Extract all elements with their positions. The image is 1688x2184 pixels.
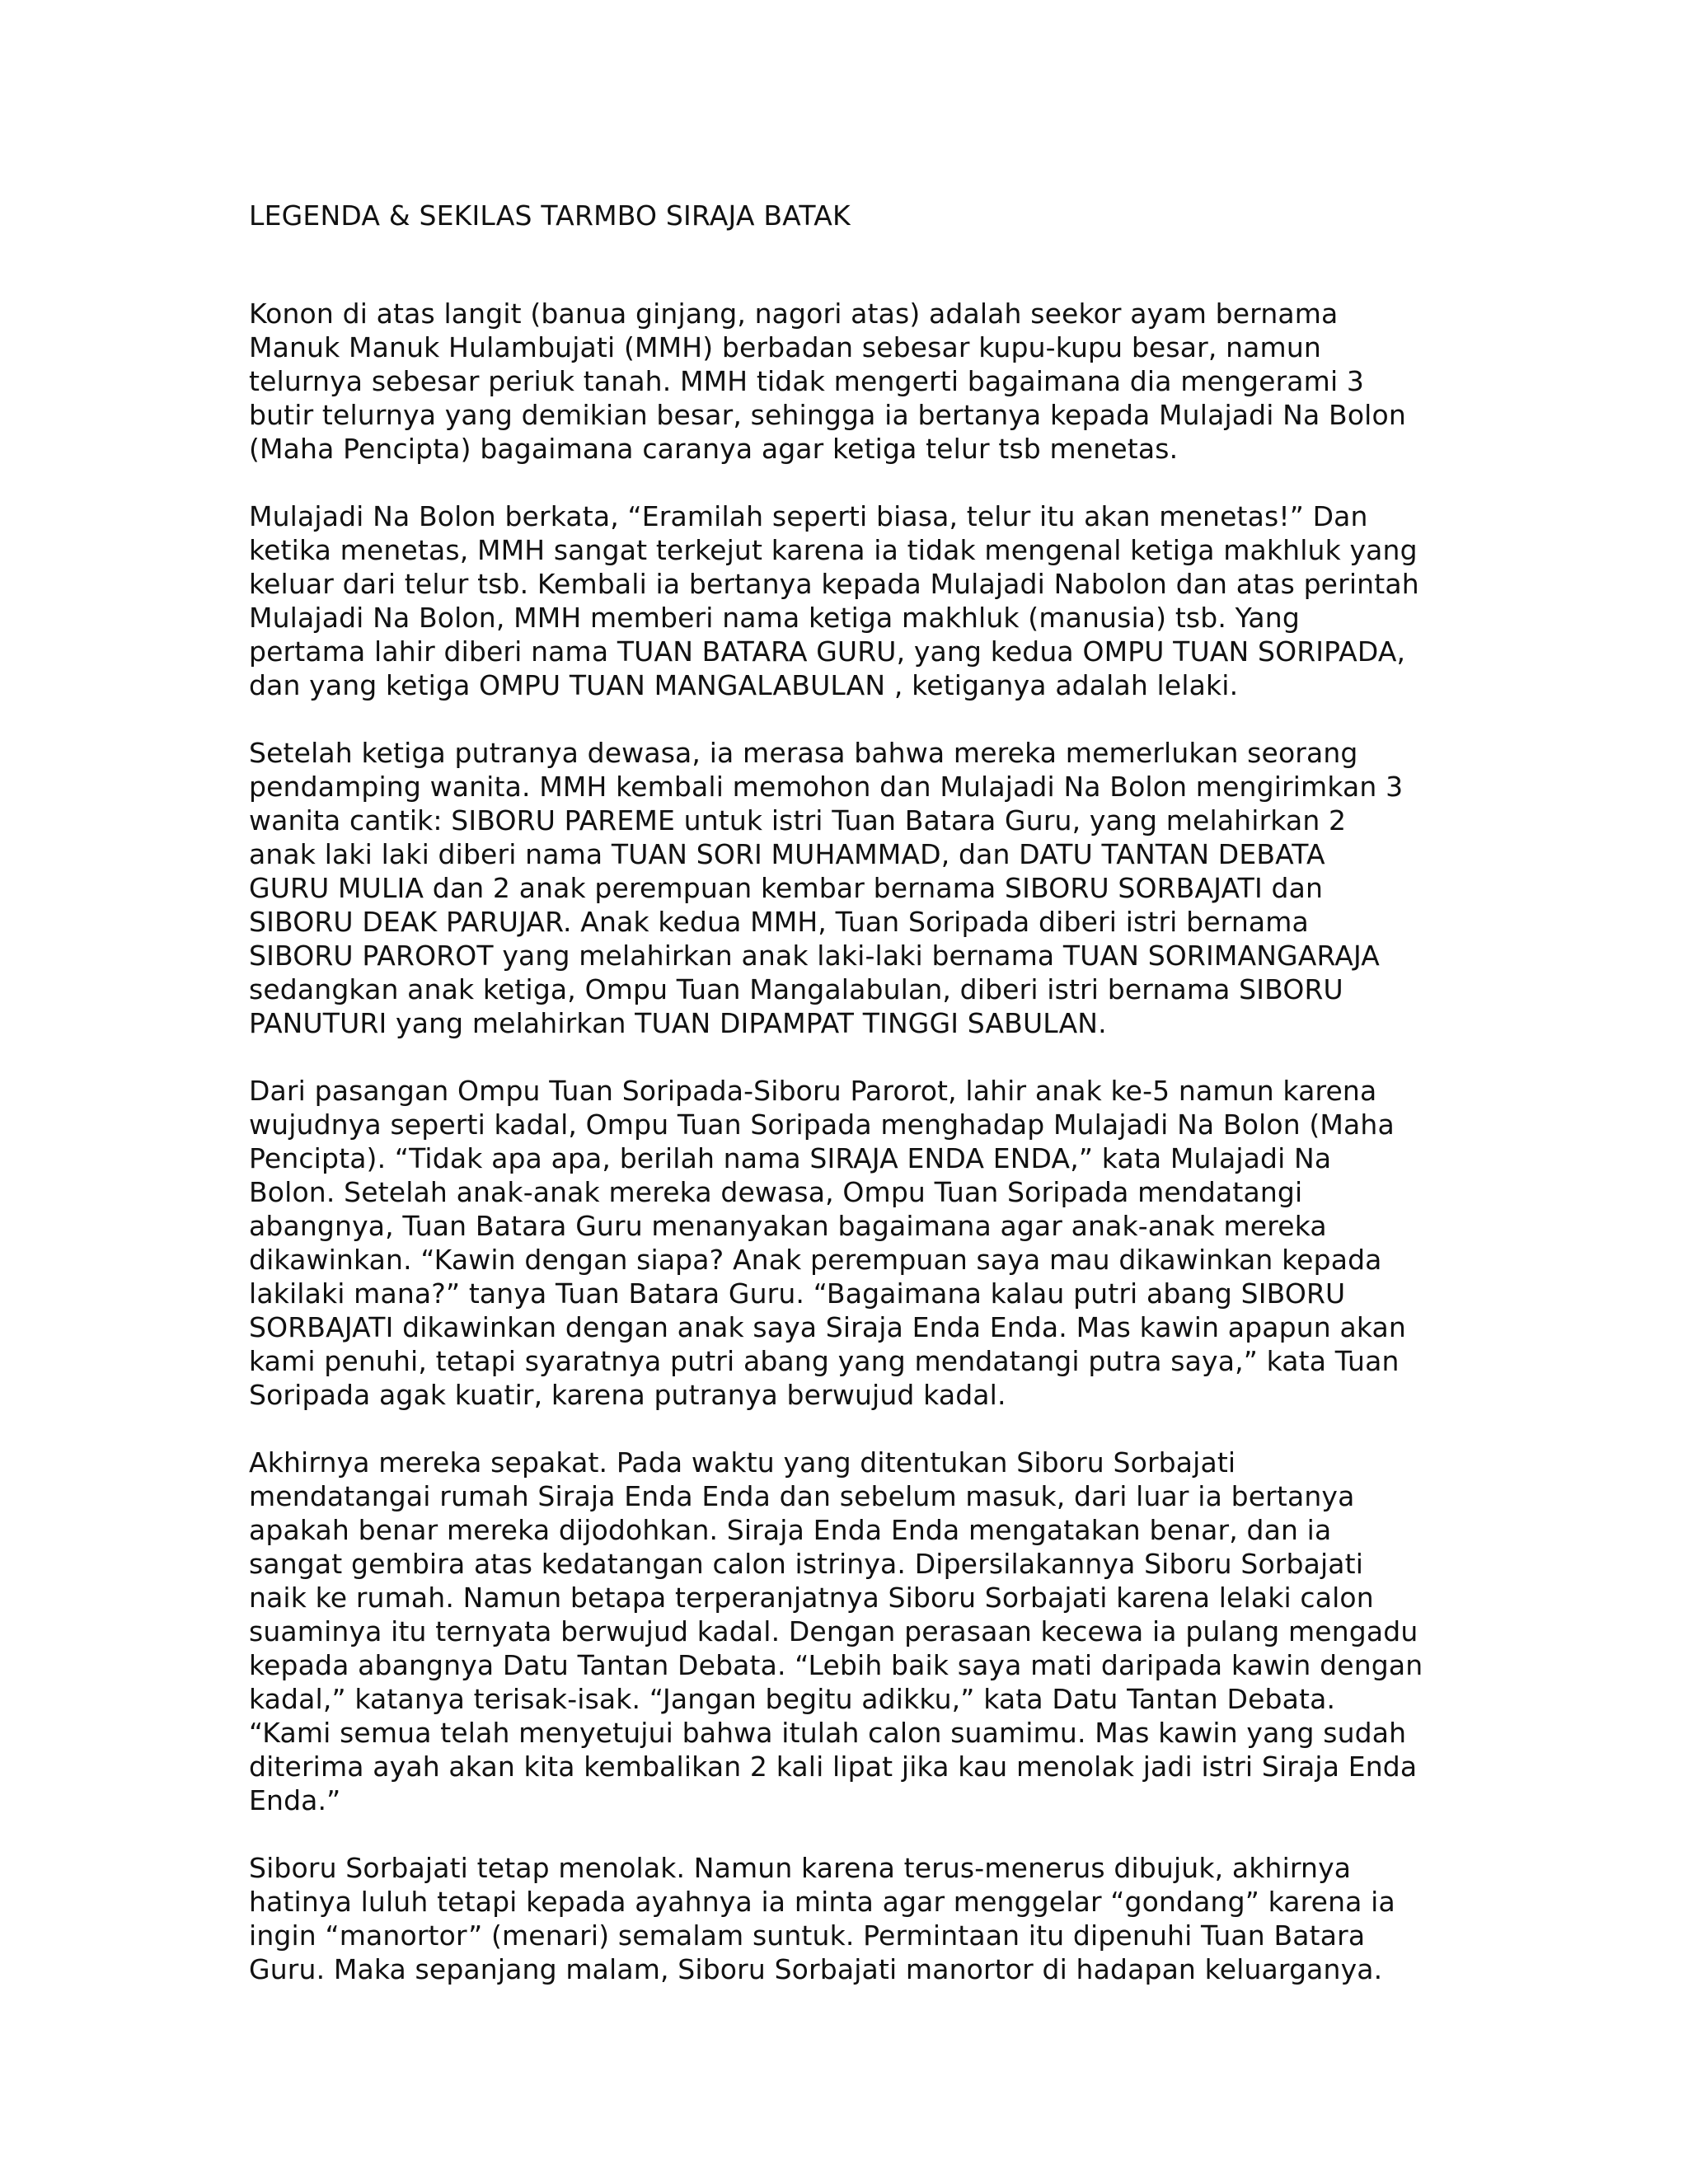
- text-line: sangat gembira atas kedatangan calon istrinya. Dipersilakannya Siboru Sorbajati: [249, 1548, 1364, 1580]
- text-line: pertama lahir diberi nama TUAN BATARA GURU, yang kedua OMPU TUAN SORIPADA,: [249, 635, 1406, 668]
- text-line: kepada abangnya Datu Tantan Debata. “Lebih baik saya mati daripada kawin dengan: [249, 1649, 1423, 1681]
- text-line: keluar dari telur tsb. Kembali ia bertanya kepada Mulajadi Nabolon dan atas perintah: [249, 568, 1419, 600]
- text-line: GURU MULIA dan 2 anak perempuan kembar bernama SIBORU SORBAJATI dan: [249, 872, 1324, 904]
- text-line: Bolon. Setelah anak-anak mereka dewasa, Ompu Tuan Soripada mendatangi: [249, 1176, 1303, 1208]
- text-line: wanita cantik: SIBORU PAREME untuk istri Tuan Batara Guru, yang melahirkan 2: [249, 804, 1347, 837]
- text-line: Konon di atas langit (banua ginjang, nagori atas) adalah seekor ayam bernama: [249, 298, 1339, 330]
- text-line: “Kami semua telah menyetujui bahwa itulah calon suamimu. Mas kawin yang sudah: [249, 1717, 1407, 1749]
- paragraph: [249, 297, 1452, 466]
- text-line: Siboru Sorbajati tetap menolak. Namun karena terus-menerus dibujuk, akhirnya: [249, 1852, 1352, 1884]
- text-line: diterima ayah akan kita kembalikan 2 kali lipat jika kau menolak jadi istri Siraja Enda: [249, 1750, 1418, 1783]
- text-line: Pencipta). “Tidak apa apa, berilah nama SIRAJA ENDA ENDA,” kata Mulajadi Na: [249, 1142, 1332, 1174]
- text-line: SIBORU DEAK PARUJAR. Anak kedua MMH, Tuan Soripada diberi istri bernama: [249, 906, 1309, 938]
- text-line: PANUTURI yang melahirkan TUAN DIPAMPAT TINGGI SABULAN.: [249, 1007, 1107, 1039]
- text-line: Dari pasangan Ompu Tuan Soripada-Siboru Parorot, lahir anak ke-5 namun karena: [249, 1075, 1377, 1107]
- text-line: Soripada agak kuatir, karena putranya berwujud kadal.: [249, 1379, 1006, 1411]
- text-line: lakilaki mana?” tanya Tuan Batara Guru. “Bagaimana kalau putri abang SIBORU: [249, 1277, 1346, 1310]
- text-line: kadal,” katanya terisak-isak. “Jangan begitu adikku,” kata Datu Tantan Debata.: [249, 1683, 1336, 1715]
- paragraph: [249, 1851, 1452, 1986]
- text-line: Mulajadi Na Bolon, MMH memberi nama ketiga makhluk (manusia) tsb. Yang: [249, 602, 1300, 634]
- text-line: Akhirnya mereka sepakat. Pada waktu yang ditentukan Siboru Sorbajati: [249, 1446, 1236, 1479]
- paragraph: [249, 1446, 1452, 1817]
- text-line: naik ke rumah. Namun betapa terperanjatnya Siboru Sorbajati karena lelaki calon: [249, 1582, 1374, 1614]
- text-line: apakah benar mereka dijodohkan. Siraja Enda Enda mengatakan benar, dan ia: [249, 1514, 1332, 1546]
- text-line: abangnya, Tuan Batara Guru menanyakan bagaimana agar anak-anak mereka: [249, 1210, 1327, 1242]
- text-line: pendamping wanita. MMH kembali memohon dan Mulajadi Na Bolon mengirimkan 3: [249, 771, 1404, 803]
- document-body: [249, 297, 1452, 2020]
- text-line: telurnya sebesar periuk tanah. MMH tidak mengerti bagaimana dia mengerami 3: [249, 365, 1365, 397]
- text-line: anak laki laki diberi nama TUAN SORI MUHAMMAD, dan DATU TANTAN DEBATA: [249, 838, 1325, 870]
- text-line: kami penuhi, tetapi syaratnya putri abang yang mendatangi putra saya,” kata Tuan: [249, 1345, 1400, 1377]
- text-line: ingin “manortor” (menari) semalam suntuk. Permintaan itu dipenuhi Tuan Batara: [249, 1919, 1366, 1952]
- text-line: Mulajadi Na Bolon berkata, “Eramilah seperti biasa, telur itu akan menetas!” Dan: [249, 500, 1368, 532]
- text-line: wujudnya seperti kadal, Ompu Tuan Soripada menghadap Mulajadi Na Bolon (Maha: [249, 1108, 1395, 1141]
- text-line: (Maha Pencipta) bagaimana caranya agar ketiga telur tsb menetas.: [249, 433, 1179, 465]
- text-line: SORBAJATI dikawinkan dengan anak saya Siraja Enda Enda. Mas kawin apapun akan: [249, 1311, 1406, 1343]
- text-line: ketika menetas, MMH sangat terkejut karena ia tidak mengenal ketiga makhluk yang: [249, 534, 1418, 566]
- text-line: suaminya itu ternyata berwujud kadal. Dengan perasaan kecewa ia pulang mengadu: [249, 1615, 1418, 1647]
- text-line: Enda.”: [249, 1784, 341, 1816]
- text-line: Manuk Manuk Hulambujati (MMH) berbadan sebesar kupu-kupu besar, namun: [249, 331, 1321, 363]
- text-line: dikawinkan. “Kawin dengan siapa? Anak perempuan saya mau dikawinkan kepada: [249, 1244, 1382, 1276]
- text-line: dan yang ketiga OMPU TUAN MANGALABULAN , ketiganya adalah lelaki.: [249, 669, 1239, 701]
- paragraph: [249, 1074, 1452, 1412]
- text-line: Setelah ketiga putranya dewasa, ia merasa bahwa mereka memerlukan seorang: [249, 737, 1358, 769]
- text-line: hatinya luluh tetapi kepada ayahnya ia minta agar menggelar “gondang” karena ia: [249, 1886, 1395, 1918]
- text-line: mendatangai rumah Siraja Enda Enda dan sebelum masuk, dari luar ia bertanya: [249, 1480, 1355, 1512]
- paragraph: [249, 499, 1452, 702]
- text-line: Guru. Maka sepanjang malam, Siboru Sorbajati manortor di hadapan keluarganya.: [249, 1953, 1383, 1985]
- document-title: LEGENDA & SEKILAS TARMBO SIRAJA BATAK: [249, 199, 851, 232]
- text-line: sedangkan anak ketiga, Ompu Tuan Mangalabulan, diberi istri bernama SIBORU: [249, 973, 1343, 1005]
- text-line: SIBORU PAROROT yang melahirkan anak laki-laki bernama TUAN SORIMANGARAJA: [249, 940, 1381, 972]
- paragraph: [249, 736, 1452, 1040]
- text-line: butir telurnya yang demikian besar, sehingga ia bertanya kepada Mulajadi Na Bolon: [249, 399, 1406, 431]
